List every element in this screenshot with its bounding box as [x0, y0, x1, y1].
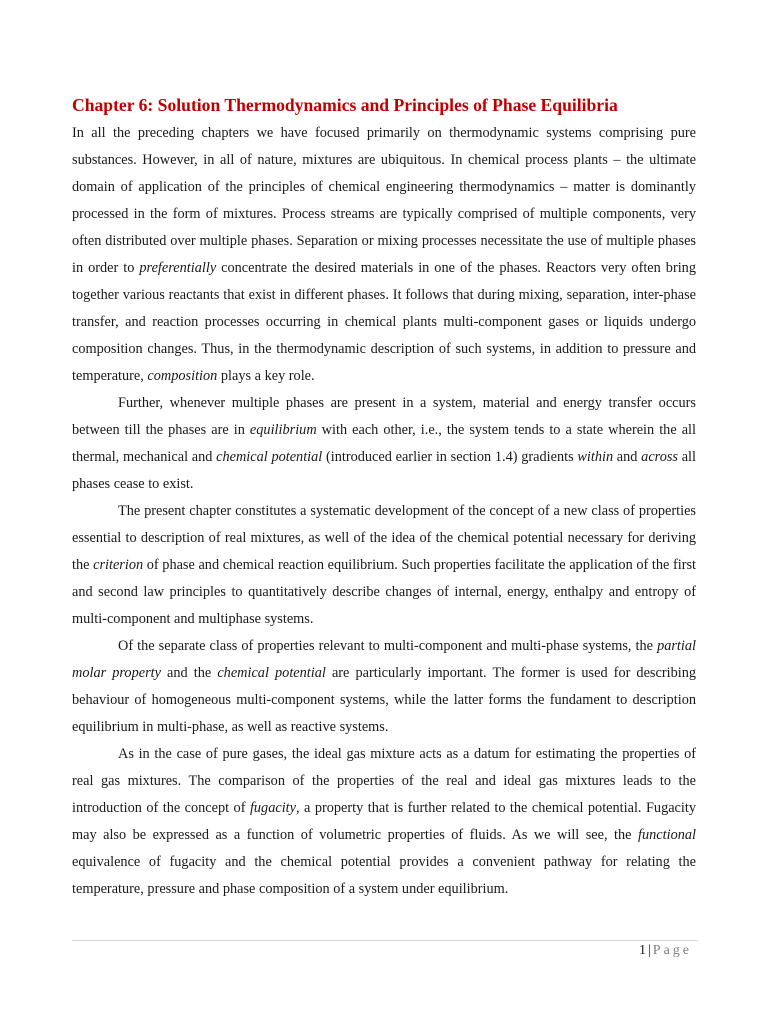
- paragraph-text: are particularly important. The former is used for describing behaviour of homogeneous multi-component systems, while the latter forms the fundament to description equilibrium in multi-phase, as well as reactive systems.: [72, 665, 696, 735]
- paragraph-text: and the: [160, 665, 218, 681]
- emphasized-term: equilibrium: [249, 422, 317, 438]
- paragraph-text: Further, whenever multiple phases are present in a system, material and energy transfer occurs between till the phases are in: [72, 395, 696, 438]
- paragraph-text: concentrate the desired materials in one of the phases. Reactors very often bring together various reactants that exist in different phases. It follows that during mixing, separation, inter-phase transfer, and reaction processes occurring in chemical plants multi-component gases or liquids undergo composition changes. Thus, in the thermodynamic description of such systems, in addition to pressure and temperature,: [72, 260, 696, 384]
- paragraph: [72, 498, 696, 633]
- page-number: [639, 942, 692, 960]
- emphasized-term: preferentially: [139, 260, 217, 276]
- paragraph-text: As in the case of pure gases, the ideal gas mixture acts as a datum for estimating the properties of real gas mixtures. The comparison of the properties of the real and ideal gas mixtures leads to the introduction of the concept of: [72, 746, 696, 816]
- paragraph-text: The present chapter constitutes a systematic development of the concept of a new class of properties essential to description of real mixtures, as well of the idea of the chemical potential necessary for deriving the: [72, 503, 696, 573]
- paragraph-text: In all the preceding chapters we have focused primarily on thermodynamic systems comprising pure substances. However, in all of nature, mixtures are ubiquitous. In chemical process plants – the ultimate domain of application of the principles of chemical engineering thermodynamics – matter is dominantly processed in the form of mixtures. Process streams are typically comprised of multiple components, very often distributed over multiple phases. Separation or mixing processes necessitate the use of multiple phases in order to: [72, 125, 696, 276]
- emphasized-term: chemical potential: [217, 665, 326, 681]
- footer-divider: [72, 940, 698, 941]
- paragraph-text: , a property that is further related to the chemical potential. Fugacity may also be expressed as a function of volumetric properties of fluids. As we will see, the: [72, 800, 697, 843]
- paragraph-text: Of the separate class of properties relevant to multi-component and multi-phase systems, the: [118, 638, 658, 654]
- paragraph: [72, 390, 696, 498]
- chapter-title: Chapter 6: Solution Thermodynamics and Principles of Phase Equilibria: [72, 95, 618, 115]
- emphasized-term: within: [577, 449, 614, 465]
- page-label: Page: [652, 943, 692, 958]
- paragraph: [72, 633, 696, 741]
- page-number-value: 1: [638, 943, 646, 958]
- paragraph-text: and: [613, 449, 642, 465]
- paragraph-text: plays a key role.: [217, 368, 315, 384]
- emphasized-term: criterion: [93, 557, 144, 573]
- body-text: [72, 120, 696, 903]
- emphasized-term: fugacity: [249, 800, 296, 816]
- paragraph-text: all phases cease to exist.: [72, 449, 696, 492]
- paragraph: [72, 120, 696, 390]
- emphasized-term: chemical potential: [216, 449, 323, 465]
- paragraph-text: equivalence of fugacity and the chemical potential provides a convenient pathway for relating the temperature, pressure and phase composition of a system under equilibrium.: [72, 854, 696, 897]
- paragraph-text: of phase and chemical reaction equilibrium. Such properties facilitate the application of the first and second law principles to quantitatively describe changes of internal, energy, enthalpy and entropy of multi-component and multiphase systems.: [72, 557, 696, 627]
- paragraph-text: (introduced earlier in section 1.4) gradients: [322, 449, 578, 465]
- page-number-separator: |: [647, 943, 651, 958]
- paragraph: [72, 741, 696, 903]
- emphasized-term: functional: [638, 827, 696, 843]
- emphasized-term: across: [641, 449, 678, 465]
- emphasized-term: partial molar property: [72, 638, 696, 681]
- emphasized-term: composition: [147, 368, 218, 384]
- paragraph-text: with each other, i.e., the system tends to a state wherein the all thermal, mechanical and: [72, 422, 697, 465]
